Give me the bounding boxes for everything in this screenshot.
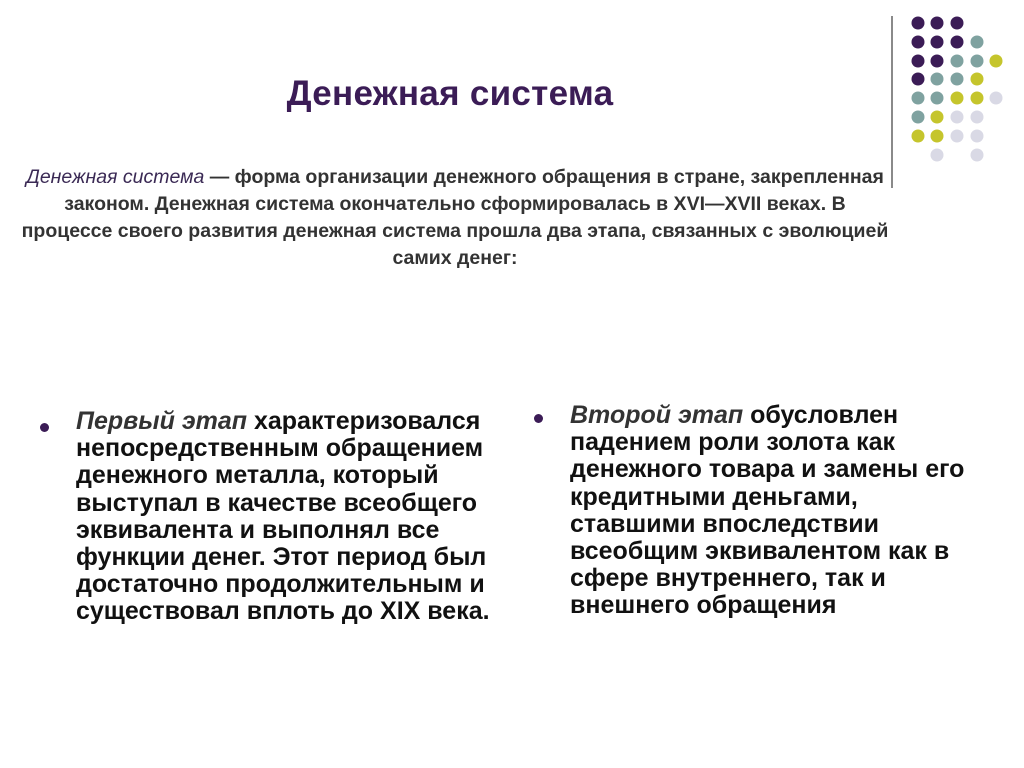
decorative-dot bbox=[971, 36, 984, 49]
decorative-dot bbox=[931, 92, 944, 105]
bullet-item-first-stage bbox=[76, 408, 526, 626]
decorative-dot bbox=[931, 36, 944, 49]
decorative-dot bbox=[971, 130, 984, 143]
decorative-dot bbox=[931, 17, 944, 30]
bullet-marker-second bbox=[534, 414, 543, 423]
decorative-dot bbox=[912, 73, 925, 86]
intro-term: Денежная система bbox=[26, 166, 205, 188]
decorative-dot bbox=[971, 55, 984, 68]
intro-paragraph bbox=[20, 164, 890, 272]
decorative-dot bbox=[971, 92, 984, 105]
decorative-dot bbox=[990, 92, 1003, 105]
decorative-dot bbox=[951, 130, 964, 143]
slide-title: Денежная система bbox=[286, 74, 614, 113]
decorative-dot bbox=[912, 111, 925, 124]
bullet-text-first: характеризовался непосредственным обращением денежного металла, который выступал в качестве всеобщего эквивалента и выполнял все функции денег. Этот период был достаточно продолжительным и существовал вплоть до XIX века. bbox=[76, 407, 490, 626]
decorative-dot bbox=[931, 130, 944, 143]
decorative-dot bbox=[990, 55, 1003, 68]
decorative-dot bbox=[931, 55, 944, 68]
decorative-dot bbox=[971, 73, 984, 86]
decorative-dot bbox=[971, 149, 984, 162]
decorative-dot bbox=[912, 36, 925, 49]
bullet-item-second-stage bbox=[570, 402, 970, 620]
intro-text: — форма организации денежного обращения в стране, закрепленная законом. Денежная система окончательно сформировалась в XVI—XVII веках. В процессе своего развития денежная система прошла два этапа, связанных с эволюцией самих денег: bbox=[21, 166, 889, 269]
decorative-dot bbox=[931, 111, 944, 124]
bullet-marker-first bbox=[40, 423, 49, 432]
decorative-dot bbox=[931, 73, 944, 86]
decorative-dot bbox=[951, 111, 964, 124]
bullet-text-second: обусловлен падением роли золота как денежного товара и замены его кредитными деньгами, ставшими впоследствии всеобщим эквивалентом как в сфере внутреннего, так и внешнего обращения bbox=[570, 401, 965, 620]
decorative-dot bbox=[912, 130, 925, 143]
decorative-dot bbox=[971, 111, 984, 124]
bullet-term-second: Второй этап bbox=[570, 401, 744, 429]
decorative-dot bbox=[951, 55, 964, 68]
decorative-dot bbox=[951, 73, 964, 86]
bullet-term-first: Первый этап bbox=[76, 407, 248, 435]
decorative-dot bbox=[912, 17, 925, 30]
decorative-dot bbox=[951, 36, 964, 49]
decorative-dot bbox=[951, 92, 964, 105]
decorative-dot bbox=[912, 55, 925, 68]
decorative-dot bbox=[951, 17, 964, 30]
decorative-dot bbox=[912, 92, 925, 105]
decorative-dot bbox=[931, 149, 944, 162]
